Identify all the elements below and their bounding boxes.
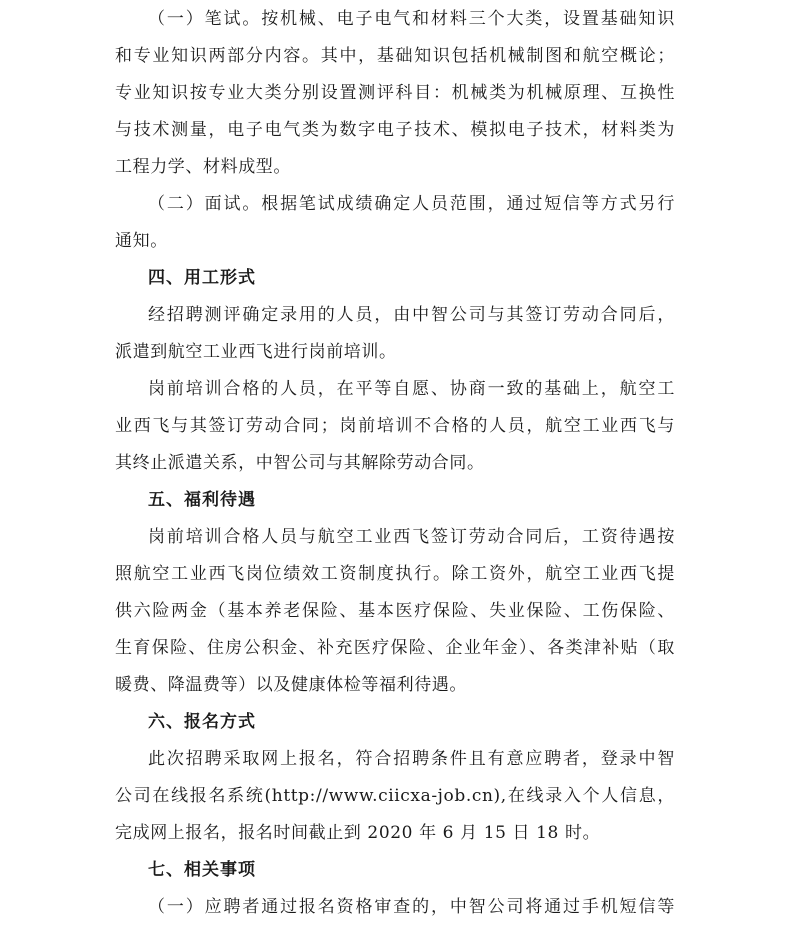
- exam-written-line-2: 和专业知识两部分内容。其中，基础知识包括机械制图和航空概论；: [115, 46, 675, 66]
- benefits-line-5: 暖费、降温费等）以及健康体检等福利待遇。: [115, 675, 467, 695]
- benefits-line-3: 供六险两金（基本养老保险、基本医疗保险、失业保险、工伤保险、: [115, 601, 675, 621]
- exam-written-line-3: 专业知识按专业大类分别设置测评科目：机械类为机械原理、互换性: [115, 83, 675, 103]
- section-heading-registration: 六、报名方式: [148, 712, 256, 732]
- section-heading-benefits: 五、福利待遇: [148, 490, 256, 510]
- registration-line-1: 此次招聘采取网上报名，符合招聘条件且有意应聘者，登录中智: [148, 749, 675, 769]
- registration-line-3: 完成网上报名，报名时间截止到 2020 年 6 月 15 日 18 时。: [115, 823, 601, 843]
- related-matters-line-1: （一）应聘者通过报名资格审查的，中智公司将通过手机短信等: [148, 897, 675, 917]
- employment-p1-line-2: 派遣到航空工业西飞进行岗前培训。: [115, 342, 397, 362]
- employment-p1-line-1: 经招聘测评确定录用的人员，由中智公司与其签订劳动合同后，: [148, 305, 675, 325]
- exam-interview-line-1: （二）面试。根据笔试成绩确定人员范围，通过短信等方式另行: [148, 194, 675, 214]
- section-heading-employment-form: 四、用工形式: [148, 268, 256, 288]
- employment-p2-line-2: 业西飞与其签订劳动合同；岗前培训不合格的人员，航空工业西飞与: [115, 416, 675, 436]
- exam-interview-line-2: 通知。: [115, 231, 168, 251]
- exam-written-line-4: 与技术测量，电子电气类为数字电子技术、模拟电子技术，材料类为: [115, 120, 675, 140]
- section-heading-related-matters: 七、相关事项: [148, 860, 256, 880]
- registration-line-2: 公司在线报名系统(http://www.ciicxa-job.cn),在线录入个人信息，: [115, 786, 675, 806]
- benefits-line-4: 生育保险、住房公积金、补充医疗保险、企业年金）、各类津补贴（取: [115, 638, 675, 658]
- exam-written-line-5: 工程力学、材料成型。: [115, 157, 291, 177]
- employment-p2-line-1: 岗前培训合格的人员，在平等自愿、协商一致的基础上，航空工: [148, 379, 675, 399]
- benefits-line-2: 照航空工业西飞岗位绩效工资制度执行。除工资外，航空工业西飞提: [115, 564, 675, 584]
- benefits-line-1: 岗前培训合格人员与航空工业西飞签订劳动合同后，工资待遇按: [148, 527, 675, 547]
- employment-p2-line-3: 其终止派遣关系，中智公司与其解除劳动合同。: [115, 453, 485, 473]
- exam-written-line-1: （一）笔试。按机械、电子电气和材料三个大类，设置基础知识: [148, 9, 675, 29]
